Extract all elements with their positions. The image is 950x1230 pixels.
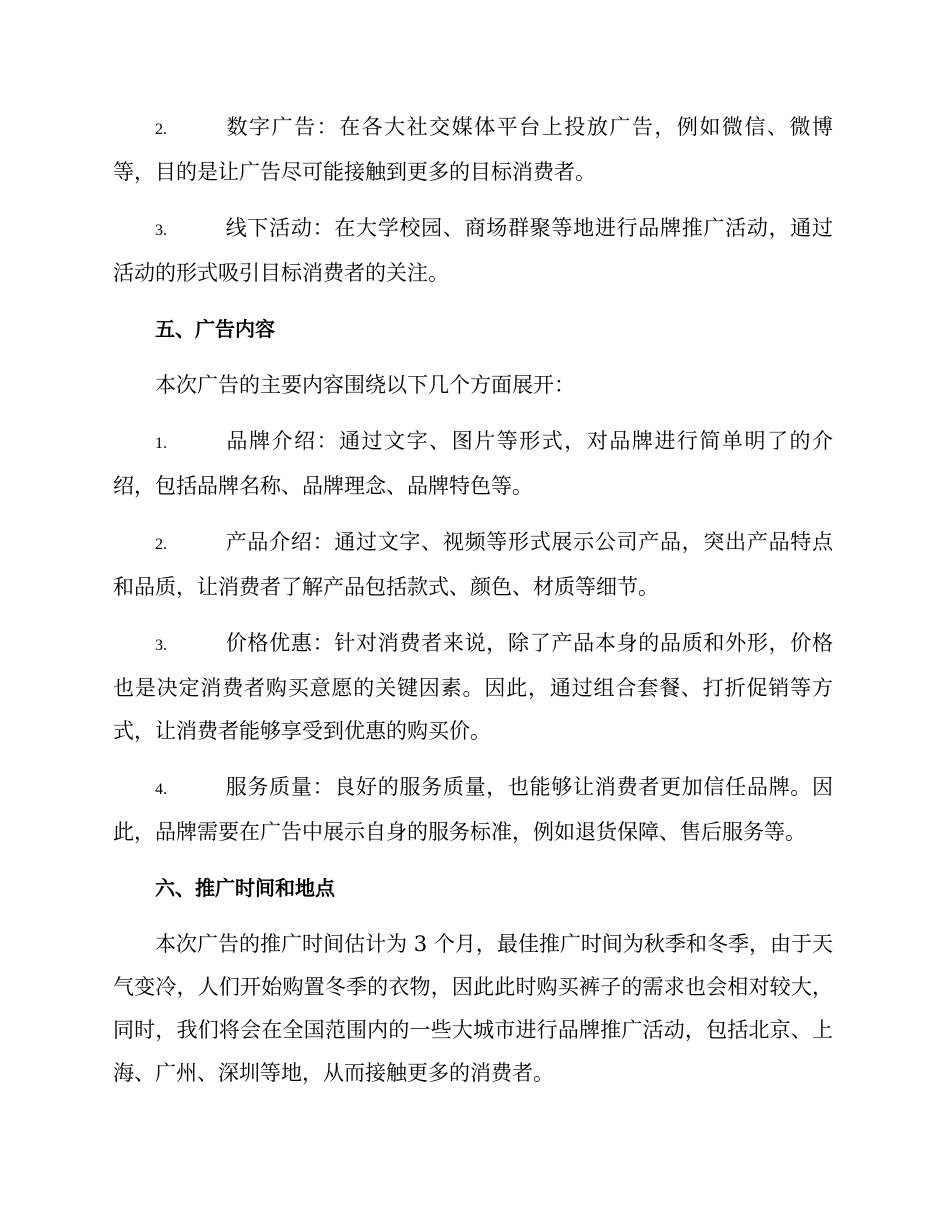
list-item-digital-ads [113, 106, 833, 194]
list-number: 3. [155, 222, 167, 239]
list-item-text: 价格优惠：针对消费者来说，除了产品本身的品质和外形，价格也是决定消费者购买意愿的关键因素。因此，通过组合套餐、打折促销等方式，让消费者能够享受到优惠的购买价。 [113, 631, 833, 743]
list-item-product-intro [113, 521, 833, 609]
list-item-service-quality [113, 766, 833, 854]
list-item-text: 品牌介绍：通过文字、图片等形式，对品牌进行简单明了的介绍，包括品牌名称、品牌理念、品牌特色等。 [113, 429, 833, 498]
document-body [113, 106, 833, 1108]
list-item-text: 线下活动：在大学校园、商场群聚等地进行品牌推广活动，通过活动的形式吸引目标消费者的关注。 [113, 216, 833, 285]
list-item-price-discount [113, 622, 833, 753]
list-number: 1. [155, 435, 167, 452]
paragraph-time-place: 本次广告的推广时间估计为 3 个月，最佳推广时间为秋季和冬季，由于天气变冷，人们开始购置冬季的衣物，因此此时购买裤子的需求也会相对较大，同时，我们将会在全国范围内的一些大城市进行品牌推广活动，包括北京、上海、广州、深圳等地，从而接触更多的消费者。 [113, 932, 833, 1085]
section-heading-ad-content: 五、广告内容 [155, 317, 275, 341]
list-item-text: 服务质量：良好的服务质量，也能够让消费者更加信任品牌。因此，品牌需要在广告中展示自身的服务标准，例如退货保障、售后服务等。 [113, 775, 833, 844]
list-number: 2. [155, 536, 167, 553]
list-number: 3. [155, 637, 167, 654]
paragraph-ad-content-intro: 本次广告的主要内容围绕以下几个方面展开： [155, 373, 575, 397]
list-item-brand-intro [113, 420, 833, 508]
list-item-text: 数字广告：在各大社交媒体平台上投放广告，例如微信、微博等，目的是让广告尽可能接触到更多的目标消费者。 [113, 115, 833, 184]
section-heading-time-place: 六、推广时间和地点 [155, 876, 335, 900]
list-item-text: 产品介绍：通过文字、视频等形式展示公司产品，突出产品特点和品质，让消费者了解产品包括款式、颜色、材质等细节。 [113, 530, 833, 599]
list-item-offline-events [113, 207, 833, 295]
list-number: 2. [155, 121, 167, 138]
list-number: 4. [155, 781, 167, 798]
